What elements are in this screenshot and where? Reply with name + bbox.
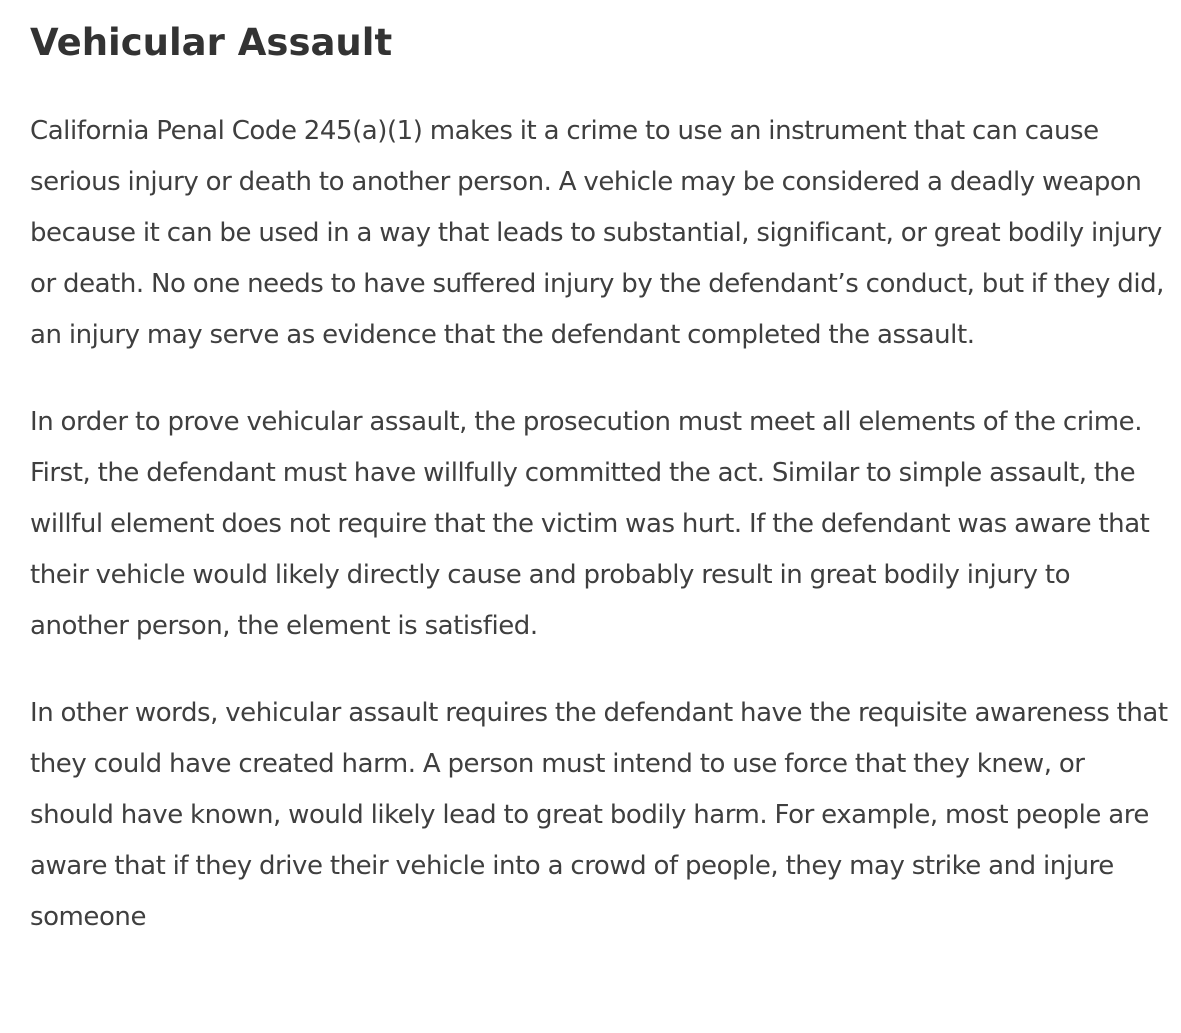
article-paragraph-3: In other words, vehicular assault requires the defendant have the requisite awareness that they could have created harm. A person must intend to use force that they knew, or should have known, would likely lead to great bodily harm. For example, most people are aware that if they drive their vehicle into a crowd of people, they may strike and injure someone [30,698,1168,932]
page-title: Vehicular Assault [30,21,393,64]
article-paragraph-1: California Penal Code 245(a)(1) makes it a crime to use an instrument that can cause serious injury or death to another person. A vehicle may be considered a deadly weapon because it can be used in a way that leads to substantial, significant, or great bodily injury or death. No one needs to have suffered injury by the defendant’s conduct, but if they did, an injury may serve as evidence that the defendant completed the assault. [30,116,1164,350]
article-paragraph-2: In order to prove vehicular assault, the prosecution must meet all elements of the crime. First, the defendant must have willfully committed the act. Similar to simple assault, the willful element does not require that the victim was hurt. If the defendant was aware that their vehicle would likely directly cause and probably result in great bodily injury to another person, the element is satisfied. [30,407,1150,641]
